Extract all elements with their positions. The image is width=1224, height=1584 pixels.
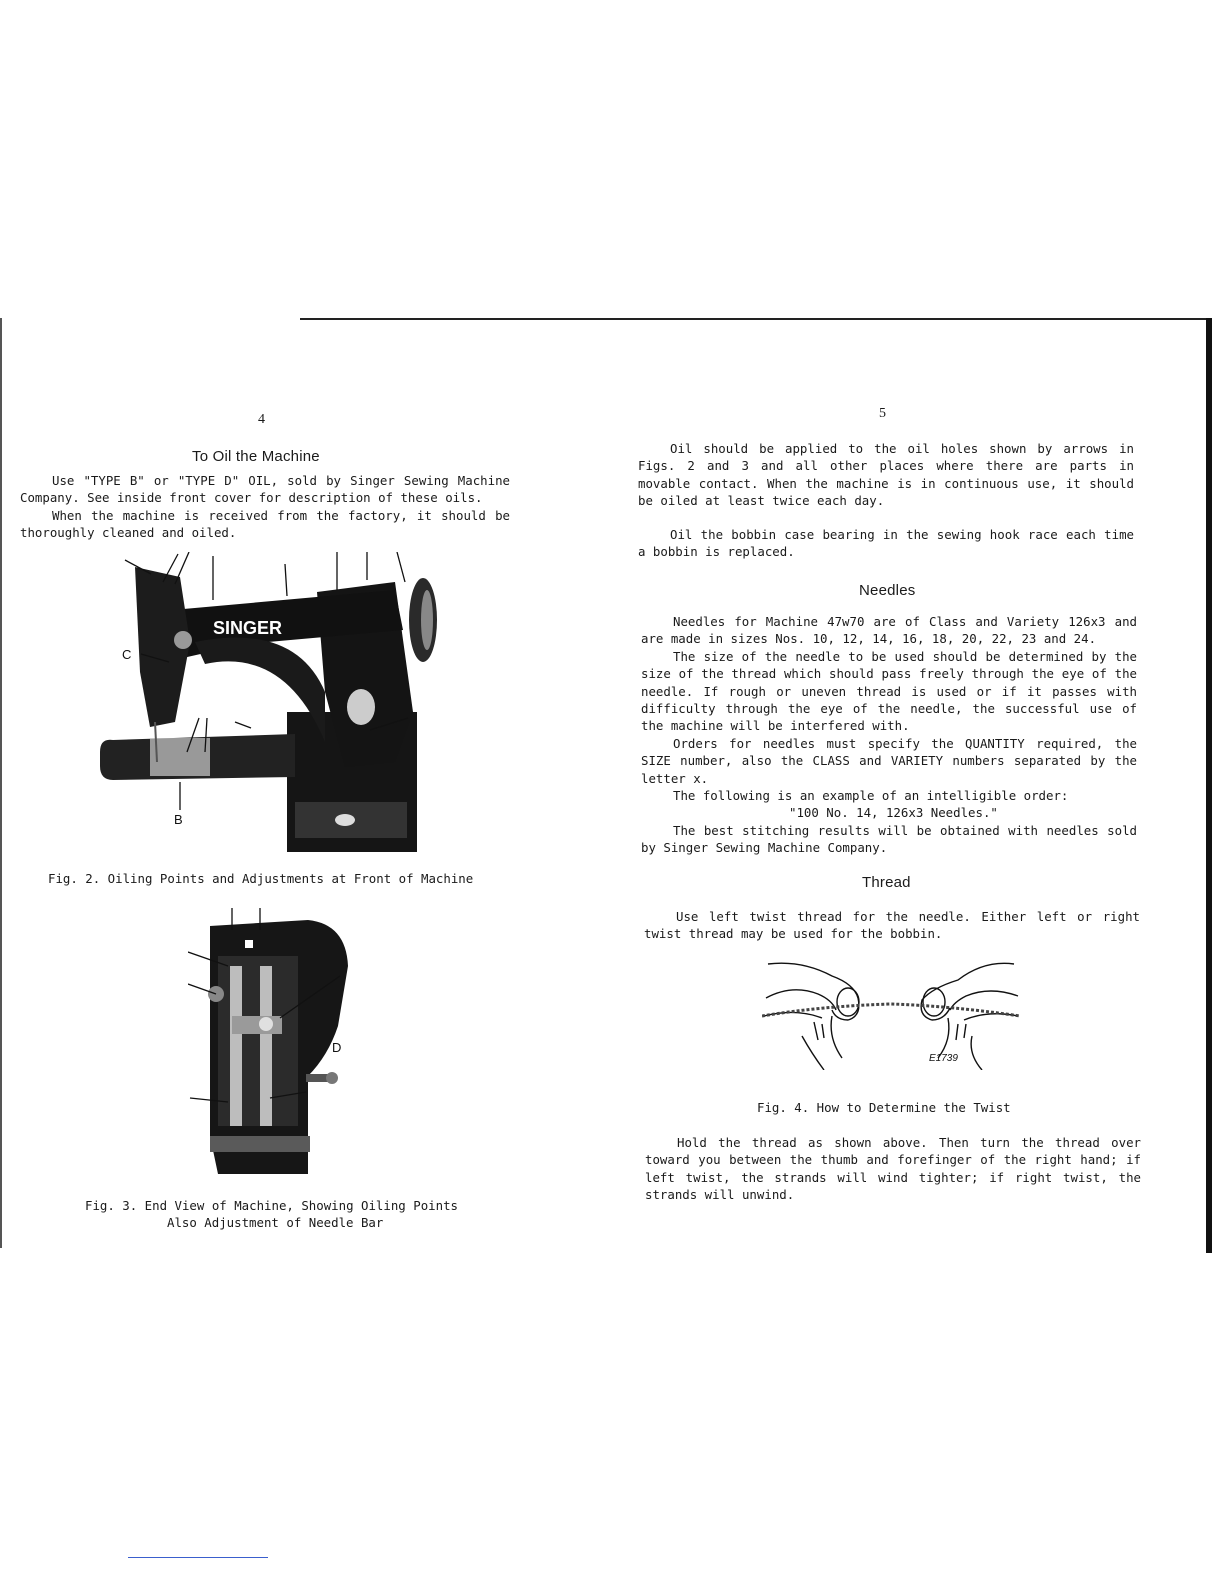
fig4-thread-twist-illustration xyxy=(762,958,1020,1070)
needle-class-paragraph: Needles for Machine 47w70 are of Class and Variety 126x3 and are made in sizes Nos. 10, 12, 14, 16, 18, 20, 22, 23 and 24. xyxy=(641,614,1137,647)
fig2-machine-front-illustration xyxy=(95,552,445,860)
thread-heading: Thread xyxy=(862,874,911,891)
fig3-caption-line1: Fig. 3. End View of Machine, Showing Oiling Points xyxy=(85,1198,458,1213)
twist-instructions-paragraph: Hold the thread as shown above. Then turn the thread over toward you between the thumb and forefinger of the right hand; if left twist, the strands will wind tighter; if right twist, the strands will unwind. xyxy=(645,1135,1141,1203)
oil-instructions xyxy=(638,440,1134,560)
cleaning-paragraph: When the machine is received from the factory, it should be thoroughly cleaned and oiled. xyxy=(20,507,510,541)
fig2-callout-b: B xyxy=(174,812,183,827)
fig3-callout-d: D xyxy=(332,1040,342,1055)
scan-mark-bottom xyxy=(128,1557,268,1558)
scan-border-right xyxy=(1206,318,1212,1253)
fig3-caption-line2: Also Adjustment of Needle Bar xyxy=(167,1215,384,1230)
fig3-machine-end-illustration xyxy=(188,906,348,1176)
needle-size-paragraph: The size of the needle to be used should be determined by the size of the thread which should pass freely through the eye of the needle. If rough or uneven thread is used or if it passes with difficulty through the eye of the needle, the successful use of the machine will be interfered with. xyxy=(641,648,1137,734)
scan-border-left xyxy=(0,318,2,1248)
left-intro xyxy=(20,472,510,542)
scan-border-top xyxy=(300,318,1212,320)
left-heading: To Oil the Machine xyxy=(192,448,320,465)
fig2-caption: Fig. 2. Oiling Points and Adjustments at Front of Machine xyxy=(48,871,474,886)
needles-closing-paragraph: The best stitching results will be obtained with needles sold by Singer Sewing Machine Company. xyxy=(641,822,1137,856)
thread-twist-paragraph: Use left twist thread for the needle. Either left or right twist thread may be used for the bobbin. xyxy=(644,909,1140,942)
bobbin-case-paragraph: Oil the bobbin case bearing in the sewing hook race each time a bobbin is replaced. xyxy=(638,526,1134,560)
left-page-number: 4 xyxy=(258,412,265,427)
order-intro-paragraph: The following is an example of an intelligible order: xyxy=(673,788,1069,804)
needles-section xyxy=(641,613,1137,857)
twist-instructions xyxy=(645,1134,1141,1204)
oil-holes-paragraph: Oil should be applied to the oil holes shown by arrows in Figs. 2 and 3 and all other places where there are parts in movable contact. When the machine is in continuous use, it should be oiled at least twice each day. xyxy=(638,441,1134,509)
needle-order-paragraph: Orders for needles must specify the QUANTITY required, the SIZE number, also the CLASS and VARIETY numbers separated by the letter x. xyxy=(641,735,1137,786)
fig2-brand-text: SINGER xyxy=(213,618,283,638)
fig4-caption: Fig. 4. How to Determine the Twist xyxy=(757,1100,1011,1115)
order-example: "100 No. 14, 126x3 Needles." xyxy=(789,805,998,821)
fig2-callout-c: C xyxy=(122,647,132,662)
fig4-label: E1739 xyxy=(929,1053,958,1064)
right-page-number: 5 xyxy=(879,406,886,421)
needles-heading: Needles xyxy=(859,582,916,599)
oil-type-paragraph: Use "TYPE B" or "TYPE D" OIL, sold by Singer Sewing Machine Company. See inside front cover for description of these oils. xyxy=(20,473,510,506)
thread-twist-text xyxy=(644,908,1140,943)
